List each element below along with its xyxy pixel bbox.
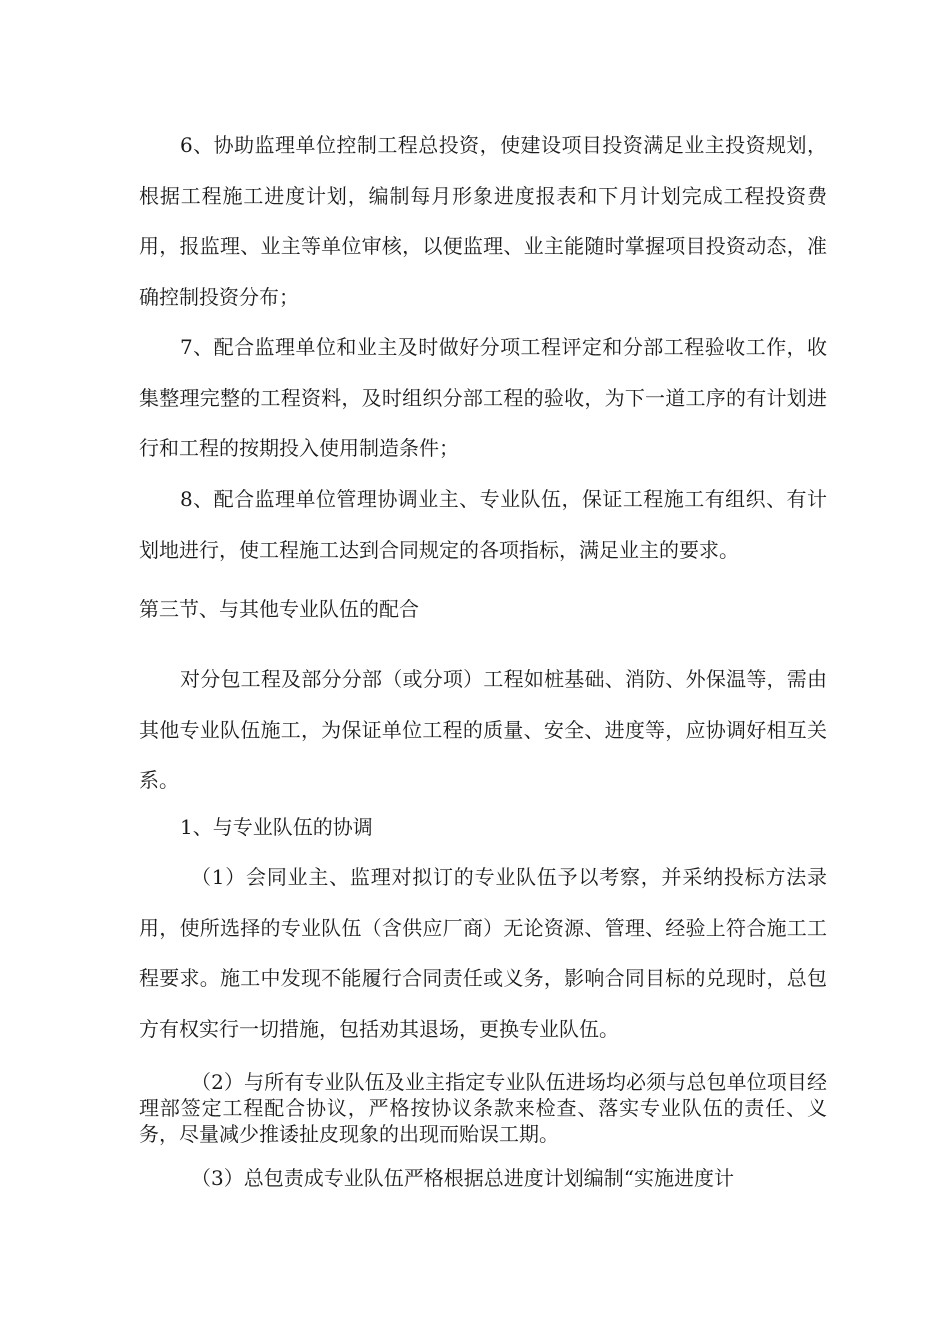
paragraph-item-8: 8、配合监理单位管理协调业主、专业队伍，保证工程施工有组织、有计划地进行，使工程施工达到合同规定的各项指标，满足业主的要求。 — [139, 487, 827, 562]
subheading-coordination: 1、与专业队伍的协调 — [180, 815, 373, 839]
paragraph-clause-1: （1）会同业主、监理对拟订的专业队伍予以考察，并采纳投标方法录用，使所选择的专业队伍（含供应厂商）无论资源、管理、经验上符合施工工程要求。施工中发现不能履行合同责任或义务，影响合同目标的兑现时，总包方有权实行一切措施，包括劝其退场，更换专业队伍。 — [139, 865, 827, 1041]
paragraph-intro: 对分包工程及部分分部（或分项）工程如桩基础、消防、外保温等，需由其他专业队伍施工，为保证单位工程的质量、安全、进度等，应协调好相互关系。 — [139, 667, 827, 792]
paragraph-clause-3: （3）总包责成专业队伍严格根据总进度计划编制“实施进度计 — [191, 1166, 734, 1190]
paragraph-clause-2: （2）与所有专业队伍及业主指定专业队伍进场均必须与总包单位项目经理部签定工程配合协议，严格按协议条款来检查、落实专业队伍的责任、义务，尽量减少推诿扯皮现象的出现而贻误工期。 — [139, 1070, 827, 1146]
section-heading: 第三节、与其他专业队伍的配合 — [139, 597, 419, 621]
paragraph-item-6: 6、协助监理单位控制工程总投资，使建设项目投资满足业主投资规划，根据工程施工进度计划，编制每月形象进度报表和下月计划完成工程投资费用，报监理、业主等单位审核，以便监理、业主能随时掌握项目投资动态，准确控制投资分布； — [139, 133, 827, 309]
paragraph-item-7: 7、配合监理单位和业主及时做好分项工程评定和分部工程验收工作，收集整理完整的工程资料，及时组织分部工程的验收，为下一道工序的有计划进行和工程的按期投入使用制造条件； — [139, 335, 827, 460]
